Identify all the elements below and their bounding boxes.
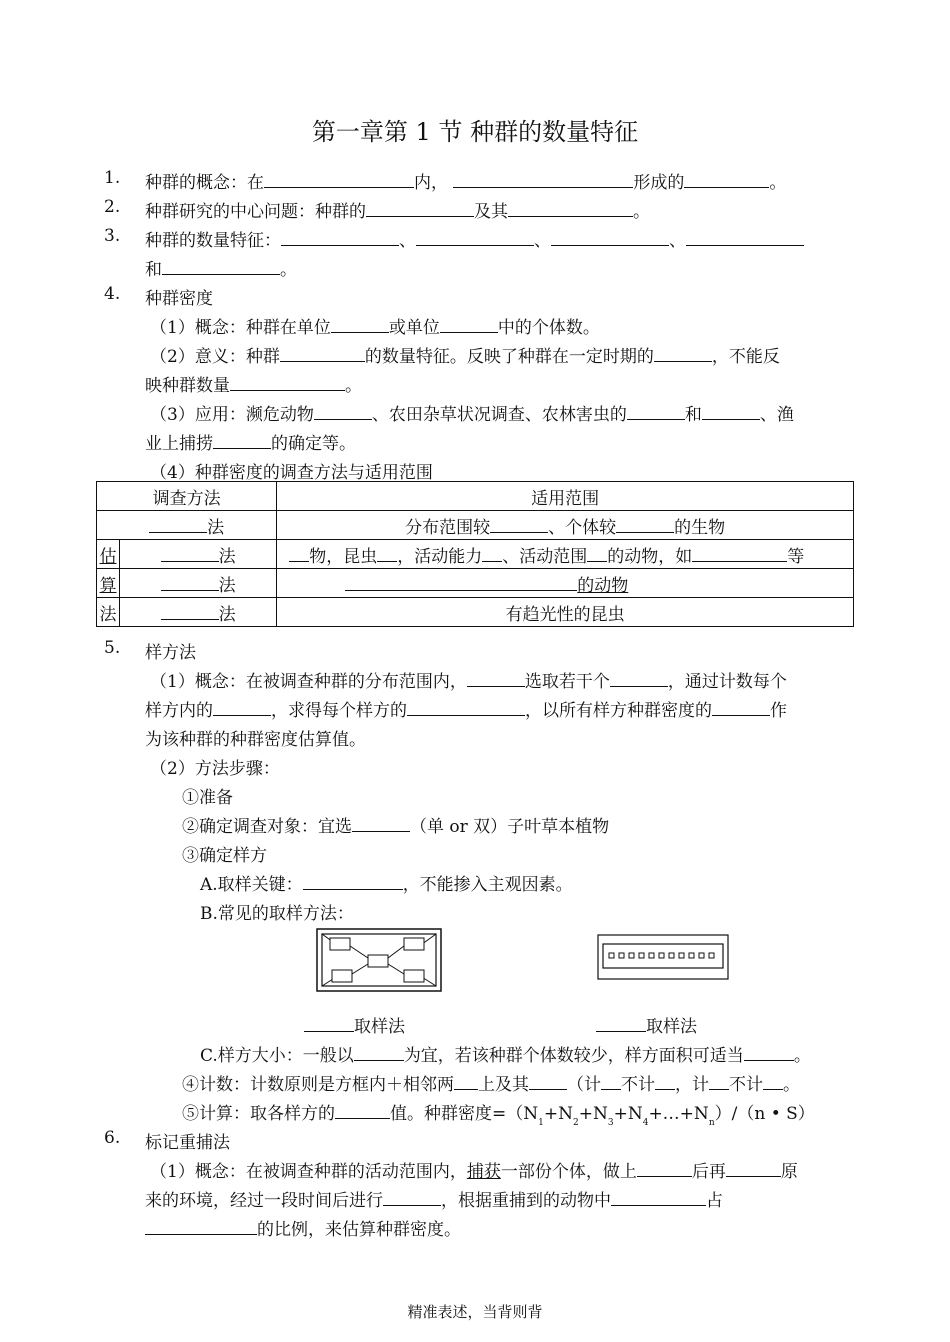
q5-line-1: （1）概念：在被调查种群的分布范围内， 选取若干个 ，通过计数每个 [150,667,787,692]
q4-line-6: （4）种群密度的调查方法与适用范围 [150,463,433,483]
q4-line-2: （2）意义：种群 的数量特征。反映了种群在一定时期的 ，不能反 [150,342,780,367]
equidistant-sampling-figure [597,934,729,980]
table-header-method: 调查方法 [97,482,277,511]
q4-title: 种群密度 [145,289,213,309]
q5-line-3: 为该种群的种群密度估算值。 [145,730,366,750]
step-1: ①准备 [182,788,233,808]
q5-line-2: 样方内的 ，求得每个样方的 ，以所有样方种群密度的 作 [145,696,787,721]
q6-title: 标记重捕法 [145,1133,230,1153]
table-row: 估 法 物，昆虫 ，活动能力 、活动范围 的动物，如 等 [97,540,854,569]
footer-motto: 精准表述，当背则背 [407,1303,543,1321]
q3-line-2: 和 。 [145,255,297,280]
table-row: 法 分布范围较 、个体较 的生物 [97,511,854,540]
survey-method-table [96,481,854,627]
q3-line: 种群的数量特征： 、 、 、 [145,226,804,251]
step-3c: C.样方大小：一般以 为宜，若该种群个体数较少，样方面积可适当 。 [200,1041,811,1066]
q6-line-1: （1）概念：在被调查种群的活动范围内，捕获一部份个体，做上 后再 原 [150,1157,798,1182]
q4-line-1: （1）概念：种群在单位 或单位 中的个体数。 [150,313,600,338]
q2-line: 种群研究的中心问题：种群的 及其 。 [145,197,650,222]
table-header-scope: 适用范围 [277,482,854,511]
item-number: 3. [104,226,121,246]
q6-line-3: 的比例，来估算种群密度。 [145,1215,461,1240]
step-3: ③确定样方 [182,846,267,866]
q6-line-2: 来的环境，经过一段时间后进行 ，根据重捕到的动物中 占 [145,1186,723,1211]
five-point-sampling-figure [316,928,442,992]
step-4: ④计数：计数原则是方框内＋相邻两 上及其 （计 不计 ，计 不计 。 [182,1070,800,1095]
figure-1-caption: 取样法 [304,1012,405,1037]
q1-line: 种群的概念：在 内， 形成的 。 [145,168,786,193]
q4-line-4: （3）应用：濒危动物 、农田杂草状况调查、农林害虫的 和 、渔 [150,400,794,425]
item-number: 1. [104,168,121,188]
page-title: 第一章第 1 节 种群的数量特征 [311,118,639,146]
step-3a: A.取样关键： ，不能掺入主观因素。 [200,870,573,895]
item-number: 4. [104,284,121,304]
q5-steps-heading: （2）方法步骤： [150,759,280,779]
q5-title: 样方法 [145,643,196,663]
q4-line-5: 业上捕捞 的确定等。 [145,429,356,454]
item-number: 5. [104,638,121,658]
item-number: 6. [104,1128,121,1148]
step-5: ⑤计算：取各样方的 值。种群密度$=(N_1+N_2+N_3+N_4+\dots+N_n)/(n$ • S） [182,1099,815,1128]
item-number: 2. [104,197,121,217]
table-row: 算 法 的动物 [97,569,854,598]
q4-line-3: 映种群数量 。 [145,371,362,396]
step-2: ②确定调查对象：宜选 （单 or 双）子叶草本植物 [182,812,609,837]
figure-2-caption: 取样法 [596,1012,697,1037]
table-row: 法 法 有趋光性的昆虫 [97,598,854,627]
step-3b: B.常见的取样方法： [200,904,354,924]
